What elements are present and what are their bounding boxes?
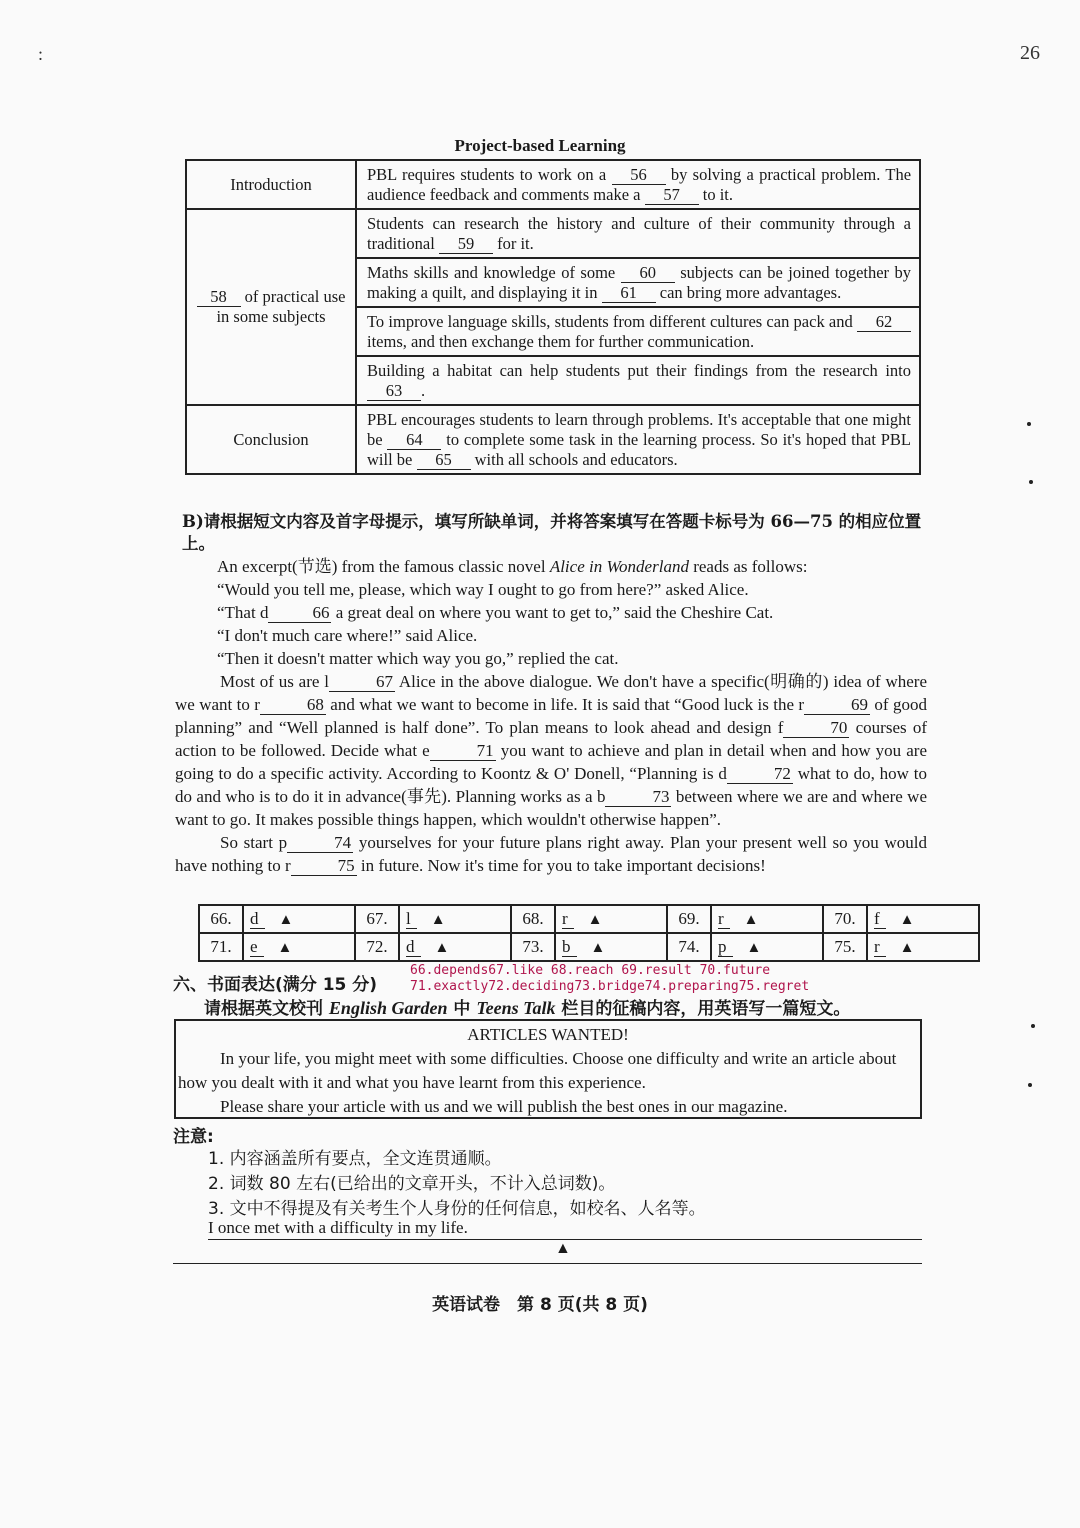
- pbl-table: [185, 159, 921, 475]
- writing-instruction: [204, 994, 850, 1019]
- passage-line: “Would you tell me, please, which way I ought to go from here?” asked Alice.: [217, 580, 749, 599]
- page-number: 26: [1020, 42, 1040, 64]
- row-60-text: [356, 258, 920, 307]
- text: To improve language skills, students from different cultures can pack and: [367, 312, 853, 331]
- answer-number: 67.: [355, 905, 399, 933]
- blank-73[interactable]: 73: [605, 788, 671, 807]
- box-paragraph: In your life, you might meet with some difficulties. Choose one difficulty and write an article about how you dealt with it and what you have learnt from this experience.: [178, 1049, 897, 1092]
- pbl-title: Project-based Learning: [454, 136, 626, 155]
- answer-cell[interactable]: [711, 933, 823, 961]
- text: 栏目的征稿内容，用英语写一篇短文。: [555, 999, 851, 1019]
- answer-letter: l: [406, 909, 417, 929]
- articles-wanted-box: [174, 1019, 922, 1119]
- answer-letter: r: [562, 909, 574, 929]
- blank-57[interactable]: 57: [645, 186, 699, 205]
- triangle-icon: ▲: [278, 912, 294, 928]
- text: So start p: [220, 833, 288, 852]
- answer-cell[interactable]: [399, 905, 511, 933]
- blank-69[interactable]: 69: [804, 696, 870, 715]
- blank-71[interactable]: 71: [430, 742, 496, 761]
- answer-row: [199, 905, 979, 933]
- text: by solving a practical problem. The audience feedback and comments make a: [367, 165, 912, 204]
- notes-list: [208, 1147, 706, 1222]
- answer-cell[interactable]: [243, 933, 355, 961]
- blank-62[interactable]: 62: [857, 313, 911, 332]
- section-b-instruction: B)请根据短文内容及首字母提示，填写所缺单词，并将答案填写在答题卡标号为 66—75 的相应位置上。: [182, 512, 922, 553]
- passage-line: [175, 555, 927, 578]
- answer-cell[interactable]: [555, 905, 667, 933]
- blank-59[interactable]: 59: [439, 235, 493, 254]
- triangle-icon: ▲: [899, 940, 915, 956]
- blank-67[interactable]: 67: [329, 673, 395, 692]
- answer-cell[interactable]: [243, 905, 355, 933]
- triangle-icon: ▲: [434, 940, 450, 956]
- conclusion-text: [356, 405, 920, 474]
- text: to it.: [702, 185, 734, 204]
- text: Maths skills and knowledge of some: [367, 263, 616, 282]
- answer-letter: p: [718, 937, 733, 957]
- paragraph: [175, 831, 927, 877]
- handwritten-answers: 66.depends67.like 68.reach 69.result 70.future 71.exactly72.deciding73.bridge74.preparing75.regret: [410, 963, 810, 994]
- column-name: Teens Talk: [476, 998, 556, 1018]
- answer-letter: d: [406, 937, 421, 957]
- text: Alice in the above dialogue. We don't have a specific(明确的) idea of where we want to r: [175, 672, 927, 714]
- margin-dot: [1027, 422, 1031, 426]
- margin-dot: [1028, 1083, 1032, 1087]
- note-item: 1. 内容涵盖所有要点，全文连贯通顺。: [208, 1149, 502, 1169]
- magazine-name: English Garden: [328, 998, 448, 1018]
- passage-line: [175, 601, 927, 624]
- blank-58[interactable]: 58: [197, 288, 241, 307]
- blank-61[interactable]: 61: [602, 284, 656, 303]
- answer-number: 75.: [823, 933, 867, 961]
- blank-74[interactable]: 74: [287, 834, 353, 853]
- table-row: [186, 405, 920, 474]
- passage-line: “Then it doesn't matter which way you go,” replied the cat.: [217, 649, 619, 668]
- blank-75[interactable]: 75: [291, 857, 357, 876]
- subjects-label: [186, 209, 356, 405]
- answer-cell[interactable]: [867, 905, 979, 933]
- answer-number: 66.: [199, 905, 243, 933]
- paragraph: [175, 670, 927, 831]
- margin-dot: [1029, 480, 1033, 484]
- text: Students can research the history and culture of their community through a traditional: [367, 214, 911, 253]
- answer-cell[interactable]: [399, 933, 511, 961]
- answer-letter: e: [250, 937, 264, 957]
- answer-rule: [173, 1263, 922, 1264]
- margin-dot: [1031, 1024, 1035, 1028]
- box-title: ARTICLES WANTED!: [467, 1025, 629, 1044]
- answer-cell[interactable]: [867, 933, 979, 961]
- blank-56[interactable]: 56: [612, 166, 666, 185]
- blank-64[interactable]: 64: [387, 431, 441, 450]
- triangle-icon: ▲: [746, 940, 762, 956]
- triangle-icon: ▲: [743, 912, 759, 928]
- answer-number: 73.: [511, 933, 555, 961]
- text: between where we are and where we want to go. It makes possible things happen, which wouldn't otherwise happen”.: [175, 787, 928, 829]
- triangle-icon: ▲: [555, 1240, 571, 1257]
- triangle-icon: ▲: [590, 940, 606, 956]
- blank-70[interactable]: 70: [783, 719, 849, 738]
- blank-66[interactable]: 66: [268, 604, 331, 623]
- answer-grid: [198, 904, 980, 962]
- answer-number: 72.: [355, 933, 399, 961]
- text: for it.: [497, 234, 534, 253]
- note-heading: 注意:: [173, 1127, 214, 1147]
- answer-number: 74.: [667, 933, 711, 961]
- introduction-label: Introduction: [186, 160, 356, 209]
- row-62-text: [356, 307, 920, 356]
- answer-letter: b: [562, 937, 577, 957]
- text: subjects can be joined together by making a quilt, and displaying it in: [367, 263, 912, 302]
- text: and what we want to become in life. It is said that “Good luck is the r: [325, 695, 805, 714]
- triangle-icon: ▲: [899, 912, 915, 928]
- text: can bring more advantages.: [659, 283, 842, 302]
- page-footer: 英语试卷 第 8 页(共 8 页): [432, 1295, 648, 1315]
- text: items, and then exchange them for further communication.: [367, 332, 755, 351]
- blank-60[interactable]: 60: [621, 264, 675, 283]
- text: reads as follows:: [688, 557, 808, 576]
- text: Most of us are l: [220, 672, 329, 691]
- text: “That d: [217, 603, 269, 622]
- text: in future. Now it's time for you to take important decisions!: [356, 856, 766, 875]
- text: a great deal on where you want to get to,” said the Cheshire Cat.: [331, 603, 774, 622]
- answer-cell[interactable]: [555, 933, 667, 961]
- triangle-icon: ▲: [587, 912, 603, 928]
- blank-63[interactable]: 63: [367, 382, 421, 401]
- note-item: 3. 文中不得提及有关考生个人身份的任何信息，如校名、人名等。: [208, 1199, 706, 1219]
- answer-letter: r: [874, 937, 886, 957]
- text: you want to achieve and plan in detail when and how you are going to do a specific activity. According to Koontz & O' Donell, “Planning is d: [175, 741, 928, 783]
- answer-letter: r: [718, 909, 730, 929]
- triangle-icon: ▲: [430, 912, 446, 928]
- text: 中: [447, 999, 477, 1019]
- text: courses of action to be followed. Decide what e: [175, 718, 927, 760]
- row-63-text: [356, 356, 920, 405]
- text: what to do, how to do and who is to do it in advance(事先). Planning works as a b: [175, 764, 927, 806]
- answer-number: 69.: [667, 905, 711, 933]
- answer-letter: d: [250, 909, 265, 929]
- text: of good planning” and “Well planned is half done”. To plan means to look ahead and design f: [175, 695, 927, 737]
- answer-number: 70.: [823, 905, 867, 933]
- answer-number: 68.: [511, 905, 555, 933]
- triangle-icon: ▲: [277, 940, 293, 956]
- box-paragraph: Please share your article with us and we will publish the best ones in our magazine.: [220, 1097, 788, 1116]
- note-item: 2. 词数 80 左右(已给出的文章开头，不计入总词数)。: [208, 1174, 616, 1194]
- text: PBL encourages students to learn through problems. It's acceptable that one might be: [367, 410, 911, 449]
- answer-number: 71.: [199, 933, 243, 961]
- answer-letter: f: [874, 909, 886, 929]
- table-row: [186, 160, 920, 209]
- answer-cell[interactable]: [711, 905, 823, 933]
- text: .: [421, 381, 426, 400]
- passage-line: “I don't much care where!” said Alice.: [217, 626, 478, 645]
- answer-row: [199, 933, 979, 961]
- corner-mark: :: [38, 44, 44, 64]
- book-title: Alice in Wonderland: [549, 557, 689, 576]
- passage: [175, 555, 927, 877]
- blank-68[interactable]: 68: [260, 696, 326, 715]
- table-row: [186, 209, 920, 258]
- text: of practical use in some subjects: [216, 287, 346, 326]
- essay-opening-line[interactable]: I once met with a difficulty in my life.: [208, 1218, 922, 1240]
- text: yourselves for your future plans right away. Plan your present well so you would have nothing to r: [175, 833, 927, 875]
- text: Building a habitat can help students put their findings from the research into: [367, 361, 911, 380]
- text: to complete some task in the learning process. So it's hoped that PBL will be: [367, 430, 912, 469]
- introduction-text: [356, 160, 920, 209]
- text: An excerpt(节选) from the famous classic novel: [217, 557, 550, 576]
- conclusion-label: Conclusion: [186, 405, 356, 474]
- text: with all schools and educators.: [474, 450, 678, 469]
- text: 请根据英文校刊: [204, 999, 329, 1019]
- section-six-heading: 六、书面表达(满分 15 分): [173, 975, 378, 995]
- row-59-text: [356, 209, 920, 258]
- blank-65[interactable]: 65: [417, 451, 471, 470]
- blank-72[interactable]: 72: [727, 765, 793, 784]
- text: PBL requires students to work on a: [367, 165, 607, 184]
